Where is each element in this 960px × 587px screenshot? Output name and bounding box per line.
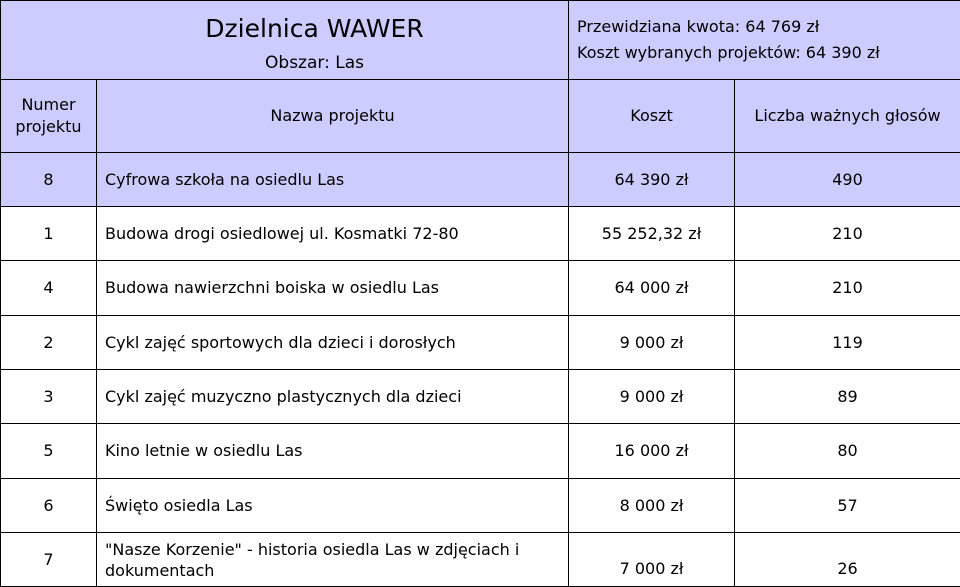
table-row: [1, 533, 960, 587]
table-row: [1, 370, 960, 424]
district-cell: [1, 1, 569, 80]
row-cost: 7 000 zł: [569, 533, 735, 587]
table-row: [1, 207, 960, 261]
row-votes: 210: [735, 261, 960, 316]
row-cost: 55 252,32 zł: [569, 207, 735, 261]
column-header-number: Numer projektu: [1, 80, 97, 153]
district-title: Dzielnica WAWER: [1, 13, 568, 45]
row-votes: 210: [735, 207, 960, 261]
row-votes: 119: [735, 316, 960, 370]
row-number: 8: [1, 153, 97, 207]
title-row: [1, 1, 960, 80]
row-votes: 80: [735, 424, 960, 479]
row-cost: 16 000 zł: [569, 424, 735, 479]
row-number: 7: [1, 533, 97, 587]
row-number: 1: [1, 207, 97, 261]
row-number: 4: [1, 261, 97, 316]
column-header-name: Nazwa projektu: [97, 80, 569, 153]
row-name: Cykl zajęć muzyczno plastycznych dla dzieci: [97, 370, 569, 424]
row-cost: 8 000 zł: [569, 479, 735, 533]
row-cost: 9 000 zł: [569, 316, 735, 370]
row-name: Cyfrowa szkoła na osiedlu Las: [97, 153, 569, 207]
table-row: [1, 153, 960, 207]
row-name: Budowa drogi osiedlowej ul. Kosmatki 72-80: [97, 207, 569, 261]
row-name: Cykl zajęć sportowych dla dzieci i dorosłych: [97, 316, 569, 370]
row-number: 6: [1, 479, 97, 533]
row-name: Święto osiedla Las: [97, 479, 569, 533]
row-votes: 26: [735, 533, 960, 587]
column-header-row: [1, 80, 960, 153]
row-name: Kino letnie w osiedlu Las: [97, 424, 569, 479]
column-header-votes: Liczba ważnych głosów: [735, 80, 960, 153]
row-name: "Nasze Korzenie" - historia osiedla Las w zdjęciach i dokumentach: [97, 533, 569, 587]
selected-cost: Koszt wybranych projektów: 64 390 zł: [569, 40, 960, 66]
column-header-cost: Koszt: [569, 80, 735, 153]
row-cost: 64 000 zł: [569, 261, 735, 316]
row-number: 3: [1, 370, 97, 424]
budget-cell: [569, 1, 960, 80]
planned-amount: Przewidziana kwota: 64 769 zł: [569, 14, 960, 40]
table-row: [1, 479, 960, 533]
table-row: [1, 316, 960, 370]
table-row: [1, 261, 960, 316]
table-row: [1, 424, 960, 479]
row-cost: 9 000 zł: [569, 370, 735, 424]
area-label: Obszar: Las: [1, 51, 568, 75]
row-cost: 64 390 zł: [569, 153, 735, 207]
row-votes: 57: [735, 479, 960, 533]
row-number: 5: [1, 424, 97, 479]
row-number: 2: [1, 316, 97, 370]
row-votes: 89: [735, 370, 960, 424]
row-votes: 490: [735, 153, 960, 207]
row-name: Budowa nawierzchni boiska w osiedlu Las: [97, 261, 569, 316]
